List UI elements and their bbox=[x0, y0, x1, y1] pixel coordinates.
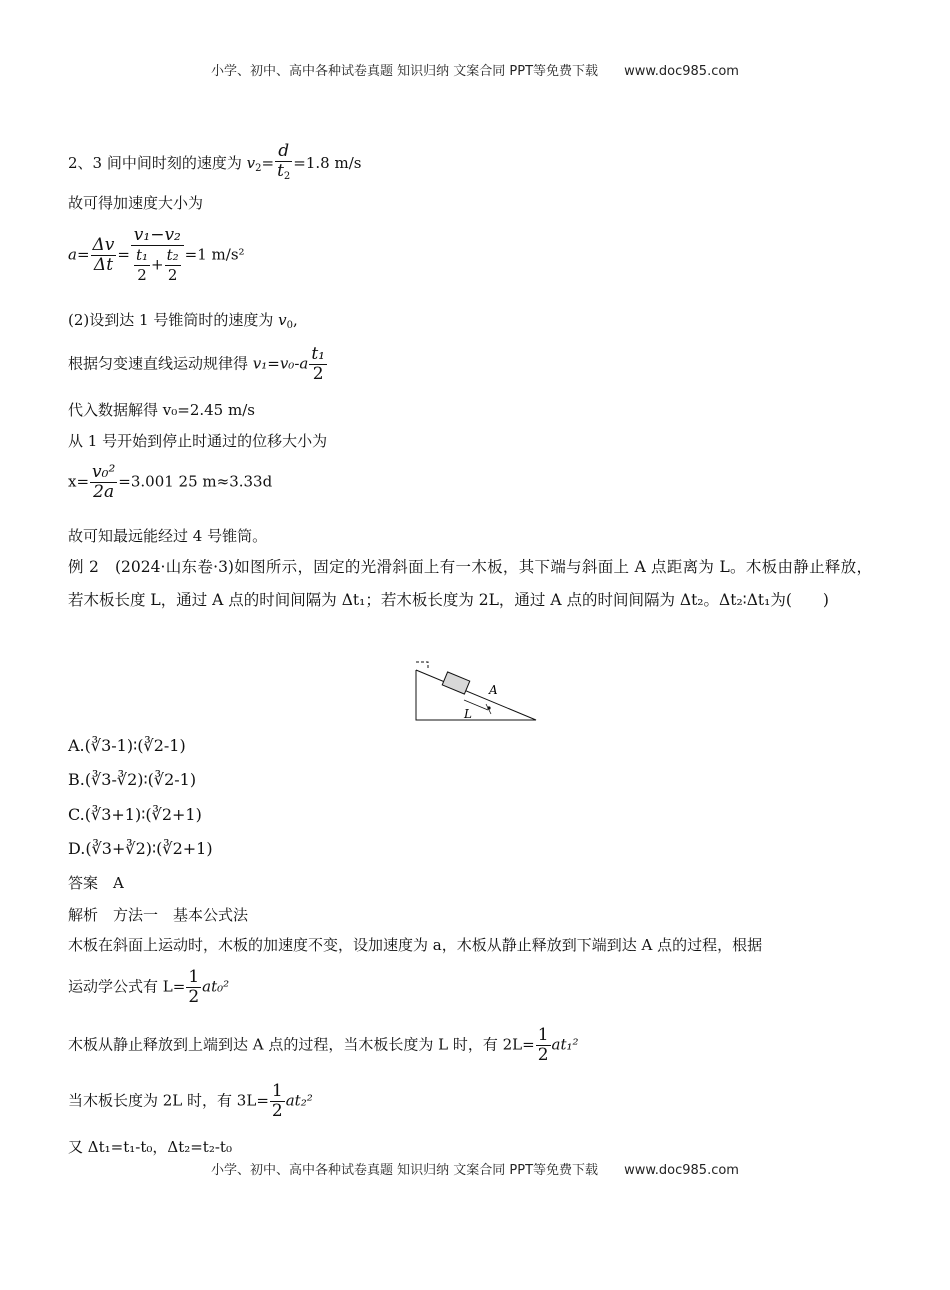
label-l: L bbox=[464, 707, 472, 721]
page-header bbox=[0, 60, 950, 79]
answer: 答案 A bbox=[68, 874, 124, 892]
analysis-line-5: 又 Δt₁=t₁-t₀，Δt₂=t₂-t₀ bbox=[68, 1138, 232, 1156]
option-d[interactable]: D.(∛3+∛2)∶(∛2+1) bbox=[68, 839, 213, 858]
page-footer bbox=[0, 1159, 950, 1178]
compound-fraction: v₁−v₂ $\frac{\text{t₁}}{2}$ + $\frac{\text{t₂}}{2}$ bbox=[131, 226, 184, 285]
line-displacement-formula: x= $\frac{\text{v₀²}}{2a}$ =3.001 25 m≈3.33d bbox=[68, 462, 273, 502]
line-kinematics: 根据匀变速直线运动规律得 v₁=v₀-a $\frac{\text{t₁}}{2}$ bbox=[68, 344, 325, 384]
board-dashed-outline bbox=[416, 662, 428, 670]
header-text: 小学、初中、高中各种试卷真题 知识归纳 文案合同 PPT等免费下载 bbox=[211, 64, 599, 79]
board-block bbox=[442, 672, 470, 694]
footer-url[interactable]: www.doc985.com bbox=[624, 1163, 739, 1178]
line-part2: (2)设到达 1 号锥筒时的速度为 $v_0$, bbox=[68, 311, 298, 331]
analysis-line-3: 木板从静止释放到上端到达 A 点的过程，当木板长度为 L 时，有 2L= $\frac{1}{2}$ at₁² bbox=[68, 1025, 579, 1065]
option-a[interactable]: A.(∛3-1)∶(∛2-1) bbox=[68, 736, 186, 755]
line-v2-formula: 2、3 间中间时刻的速度为 $v_2=$ $\frac{d}{t_2}$ =1.8 m/s bbox=[68, 142, 361, 186]
example-2-question: 例 2 (2024·山东卷·3)如图所示，固定的光滑斜面上有一木板，其下端与斜面上 A 点距离为 L。木板由静止释放，若木板长度 L，通过 A 点的时间间隔为 Δt₁；若木板长度为 2L，通过 A 点的时间间隔为 Δt₂。Δt₂∶Δt₁为( ) bbox=[68, 558, 872, 609]
line-acceleration-intro: 故可得加速度大小为 bbox=[68, 194, 204, 212]
analysis-line-4: 当木板长度为 2L 时，有 3L= $\frac{1}{2}$ at₂² bbox=[68, 1081, 313, 1121]
line-conclusion: 故可知最远能经过 4 号锥筒。 bbox=[68, 527, 268, 545]
incline-triangle bbox=[416, 670, 536, 720]
line-acceleration-formula: a= $\frac{\Delta v}{\Delta t}$ = v₁−v₂ $\frac{\text{t₁}}{2}$ + $\frac{\text{t₂}}{2}$ =1 m/s² bbox=[68, 225, 245, 284]
analysis-line-1: 木板在斜面上运动时，木板的加速度不变，设加速度为 a，木板从静止释放到下端到达 A 点的过程，根据 bbox=[68, 936, 763, 954]
analysis-heading: 解析 方法一 基本公式法 bbox=[68, 906, 249, 924]
analysis-line-2: 运动学公式有 L= $\frac{1}{2}$ at₀² bbox=[68, 967, 230, 1007]
header-url[interactable]: www.doc985.com bbox=[624, 64, 739, 79]
incline-figure bbox=[410, 656, 540, 726]
label-a: A bbox=[489, 683, 498, 697]
line-displacement-intro: 从 1 号开始到停止时通过的位移大小为 bbox=[68, 432, 328, 450]
line-v0-result: 代入数据解得 v₀=2.45 m/s bbox=[68, 401, 255, 419]
point-a-dot bbox=[487, 706, 490, 709]
footer-text: 小学、初中、高中各种试卷真题 知识归纳 文案合同 PPT等免费下载 bbox=[211, 1163, 599, 1178]
fraction-d-t2: $\frac{d}{t_2}$ bbox=[277, 141, 291, 182]
option-b[interactable]: B.(∛3-∛2)∶(∛2-1) bbox=[68, 770, 197, 789]
option-c[interactable]: C.(∛3+1)∶(∛2+1) bbox=[68, 805, 202, 824]
